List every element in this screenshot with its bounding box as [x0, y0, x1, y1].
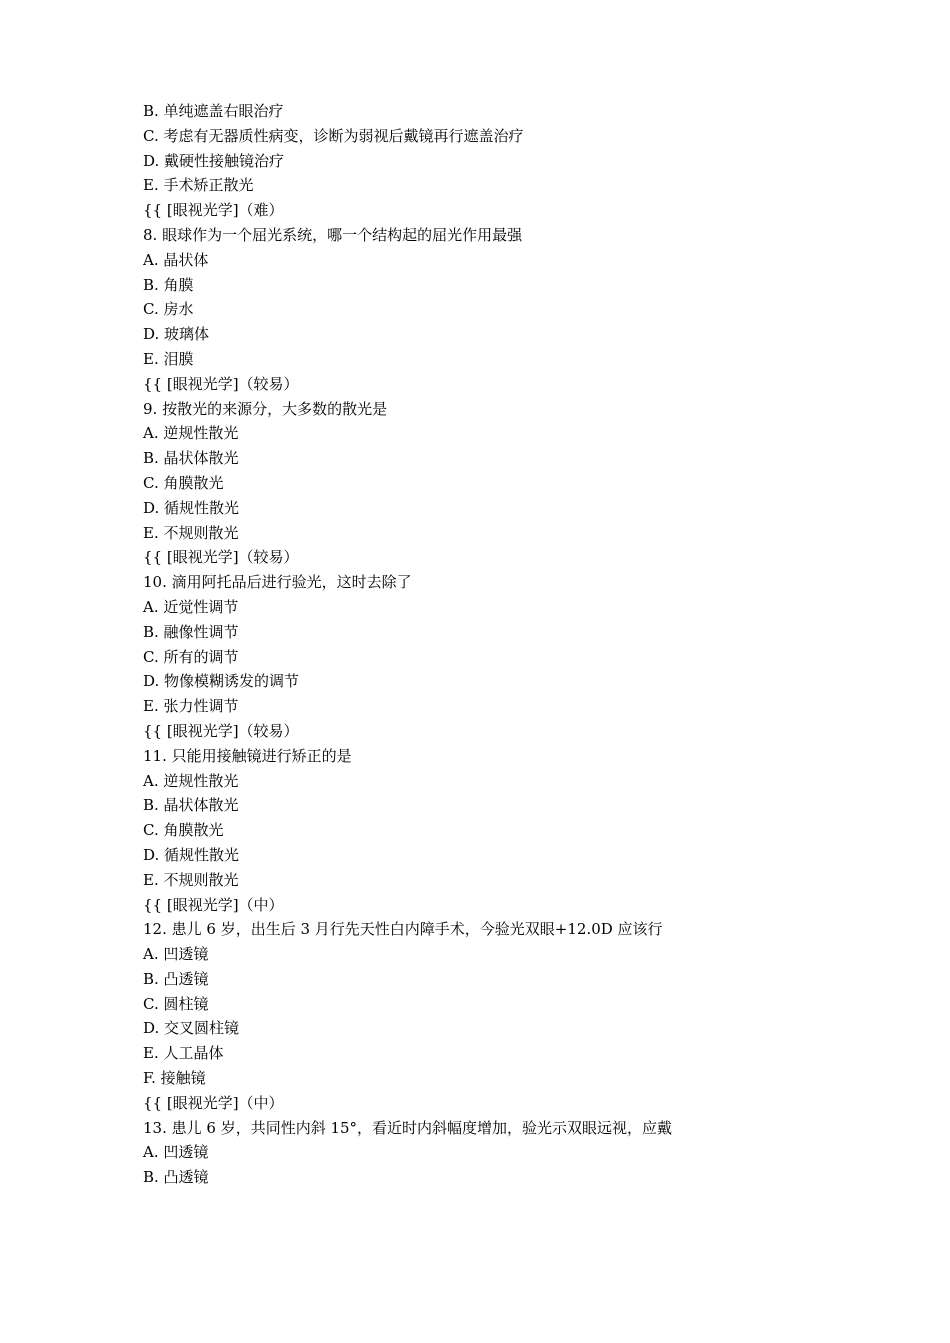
option-c-line: C. 所有的调节 — [143, 647, 239, 666]
option-b-line: B. 晶状体散光 — [143, 796, 239, 815]
question-10-text: 10. 滴用阿托品后进行验光，这时去除了 — [143, 573, 412, 592]
category-tag-line: {{ [眼视光学]（中） — [143, 1093, 284, 1112]
option-b-line: B. 融像性调节 — [143, 622, 239, 641]
question-9-text: 9. 按散光的来源分，大多数的散光是 — [143, 399, 388, 418]
question-13-text: 13. 患儿 6 岁，共同性内斜 15°，看近时内斜幅度增加，验光示双眼远视，应戴 — [143, 1118, 673, 1137]
option-a-line: A. 晶状体 — [143, 250, 209, 269]
category-tag-line: {{ [眼视光学]（较易） — [143, 374, 299, 393]
option-b-line: B. 凸透镜 — [143, 969, 209, 988]
option-b-line: B. 角膜 — [143, 275, 194, 294]
category-tag-line: {{ [眼视光学]（较易） — [143, 548, 299, 567]
option-b-line: B. 凸透镜 — [143, 1168, 209, 1187]
question-8-text: 8. 眼球作为一个屈光系统，哪一个结构起的屈光作用最强 — [143, 225, 523, 244]
option-c-line: C. 圆柱镜 — [143, 994, 209, 1013]
question-11-text: 11. 只能用接触镜进行矫正的是 — [143, 746, 352, 765]
option-a-line: A. 凹透镜 — [143, 1143, 209, 1162]
option-d-line: D. 循规性散光 — [143, 845, 240, 864]
option-d-line: D. 循规性散光 — [143, 498, 240, 517]
option-d-line: D. 玻璃体 — [143, 325, 210, 344]
option-a-line: A. 凹透镜 — [143, 945, 209, 964]
option-c-line: C. 角膜散光 — [143, 821, 224, 840]
option-d-line: D. 交叉圆柱镜 — [143, 1019, 240, 1038]
option-b-line: B. 单纯遮盖右眼治疗 — [143, 102, 284, 120]
option-c-line: C. 角膜散光 — [143, 473, 224, 492]
option-e-line: E. 张力性调节 — [143, 697, 239, 716]
option-f-line: F. 接触镜 — [143, 1069, 206, 1088]
option-a-line: A. 近觉性调节 — [143, 597, 239, 616]
option-e-line: E. 不规则散光 — [143, 523, 239, 542]
option-c-line: C. 考虑有无器质性病变，诊断为弱视后戴镜再行遮盖治疗 — [143, 126, 524, 145]
option-b-line: B. 晶状体散光 — [143, 449, 239, 468]
option-e-line: E. 手术矫正散光 — [143, 176, 254, 195]
category-tag-line: {{ [眼视光学]（中） — [143, 895, 284, 914]
option-d-line: D. 戴硬性接触镜治疗 — [143, 151, 285, 170]
document-page — [143, 99, 843, 1190]
option-e-line: E. 人工晶体 — [143, 1044, 224, 1063]
option-d-line: D. 物像模糊诱发的调节 — [143, 672, 300, 691]
category-tag-line: {{ [眼视光学]（难） — [143, 201, 284, 220]
option-e-line: E. 不规则散光 — [143, 870, 239, 889]
category-tag-line: {{ [眼视光学]（较易） — [143, 721, 299, 740]
option-a-line: A. 逆规性散光 — [143, 424, 239, 443]
option-c-line: C. 房水 — [143, 300, 194, 319]
option-a-line: A. 逆规性散光 — [143, 771, 239, 790]
question-12-text: 12. 患儿 6 岁，出生后 3 月行先天性白内障手术，今验光双眼+12.0D 应该行 — [143, 920, 663, 939]
option-e-line: E. 泪膜 — [143, 349, 194, 368]
